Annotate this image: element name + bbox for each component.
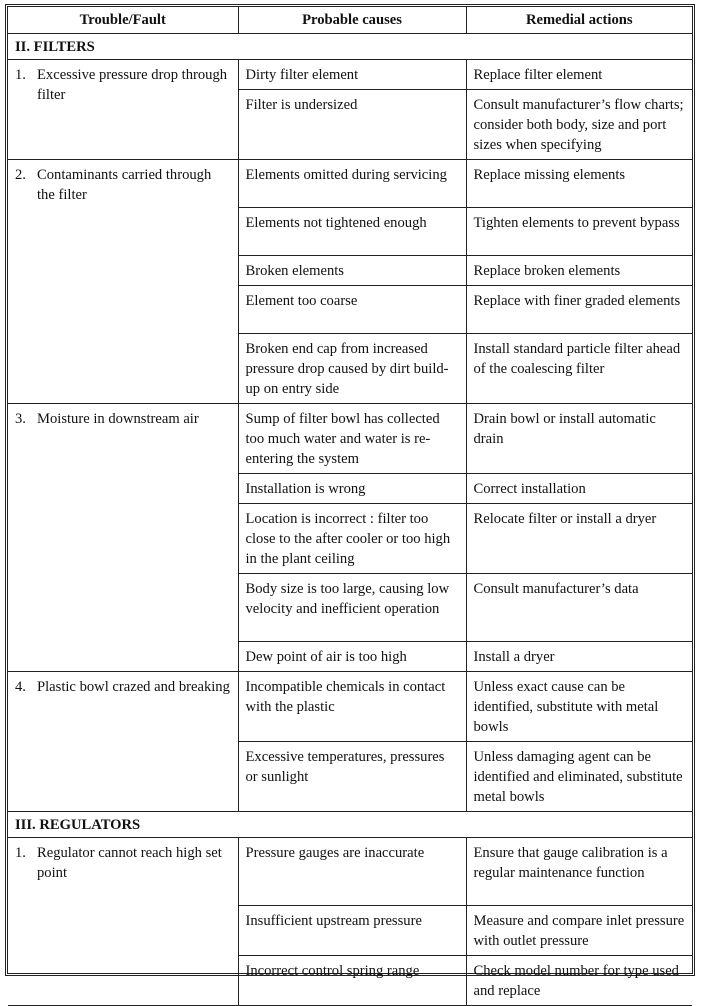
cause-cell: Elements omitted during servicing <box>238 160 466 208</box>
cause-cell: Dirty filter element <box>238 60 466 90</box>
action-cell: Install standard particle filter ahead of the coalescing filter <box>466 334 692 404</box>
action-cell: Consult manufacturer’s data <box>466 574 692 642</box>
cause-cell: Broken elements <box>238 256 466 286</box>
column-header-fault: Trouble/Fault <box>8 7 238 34</box>
fault-number: 4. <box>15 679 26 695</box>
section-row <box>8 812 692 838</box>
cause-cell: Elements not tightened enough <box>238 208 466 256</box>
cause-cell: Incorrect control spring range <box>238 956 466 1006</box>
fault-number: 1. <box>15 845 26 861</box>
action-cell: Ensure that gauge calibration is a regular maintenance function <box>466 838 692 906</box>
fault-number: 3. <box>15 411 26 427</box>
fault-cell <box>8 160 238 404</box>
action-cell: Correct installation <box>466 474 692 504</box>
fault-cell <box>8 838 238 1006</box>
table-row <box>8 404 692 474</box>
cause-cell: Sump of filter bowl has collected too much water and water is re-entering the system <box>238 404 466 474</box>
fault-text: Plastic bowl crazed and breaking <box>37 679 230 695</box>
troubleshooting-table <box>8 7 692 1006</box>
table-row <box>8 838 692 906</box>
action-cell: Relocate filter or install a dryer <box>466 504 692 574</box>
cause-cell: Incompatible chemicals in contact with the plastic <box>238 672 466 742</box>
action-cell: Replace with finer graded elements <box>466 286 692 334</box>
fault-text: Moisture in downstream air <box>37 411 199 427</box>
fault-cell <box>8 60 238 160</box>
cause-cell: Filter is undersized <box>238 90 466 160</box>
action-cell: Replace missing elements <box>466 160 692 208</box>
cause-cell: Location is incorrect : filter too close to the after cooler or too high in the plant ceiling <box>238 504 466 574</box>
action-cell: Consult manufacturer’s flow charts; consider both body, size and port sizes when specifying <box>466 90 692 160</box>
action-cell: Install a dryer <box>466 642 692 672</box>
section-title: III. REGULATORS <box>8 812 692 838</box>
action-cell: Drain bowl or install automatic drain <box>466 404 692 474</box>
cause-cell: Insufficient upstream pressure <box>238 906 466 956</box>
cause-cell: Element too coarse <box>238 286 466 334</box>
action-cell: Replace filter element <box>466 60 692 90</box>
column-header-causes: Probable causes <box>238 7 466 34</box>
column-header-actions: Remedial actions <box>466 7 692 34</box>
header-row <box>8 7 692 34</box>
section-title: II. FILTERS <box>8 34 692 60</box>
action-cell: Tighten elements to prevent bypass <box>466 208 692 256</box>
action-cell: Unless exact cause can be identified, substitute with metal bowls <box>466 672 692 742</box>
action-cell: Unless damaging agent can be identified and eliminated, substitute metal bowls <box>466 742 692 812</box>
fault-text: Excessive pressure drop through filter <box>37 67 228 103</box>
cause-cell: Dew point of air is too high <box>238 642 466 672</box>
fault-cell <box>8 404 238 672</box>
section-row <box>8 34 692 60</box>
action-cell: Measure and compare inlet pressure with outlet pressure <box>466 906 692 956</box>
fault-number: 2. <box>15 167 26 183</box>
fault-cell <box>8 672 238 812</box>
table-row <box>8 60 692 90</box>
cause-cell: Installation is wrong <box>238 474 466 504</box>
fault-text: Contaminants carried through the filter <box>37 167 212 203</box>
action-cell: Check model number for type used and replace <box>466 956 692 1006</box>
cause-cell: Excessive temperatures, pressures or sunlight <box>238 742 466 812</box>
fault-text: Regulator cannot reach high set point <box>37 845 222 881</box>
table-row <box>8 672 692 742</box>
cause-cell: Broken end cap from increased pressure drop caused by dirt build-up on entry side <box>238 334 466 404</box>
action-cell: Replace broken elements <box>466 256 692 286</box>
fault-number: 1. <box>15 67 26 83</box>
table-row <box>8 160 692 208</box>
cause-cell: Pressure gauges are inaccurate <box>238 838 466 906</box>
cause-cell: Body size is too large, causing low velocity and inefficient operation <box>238 574 466 642</box>
